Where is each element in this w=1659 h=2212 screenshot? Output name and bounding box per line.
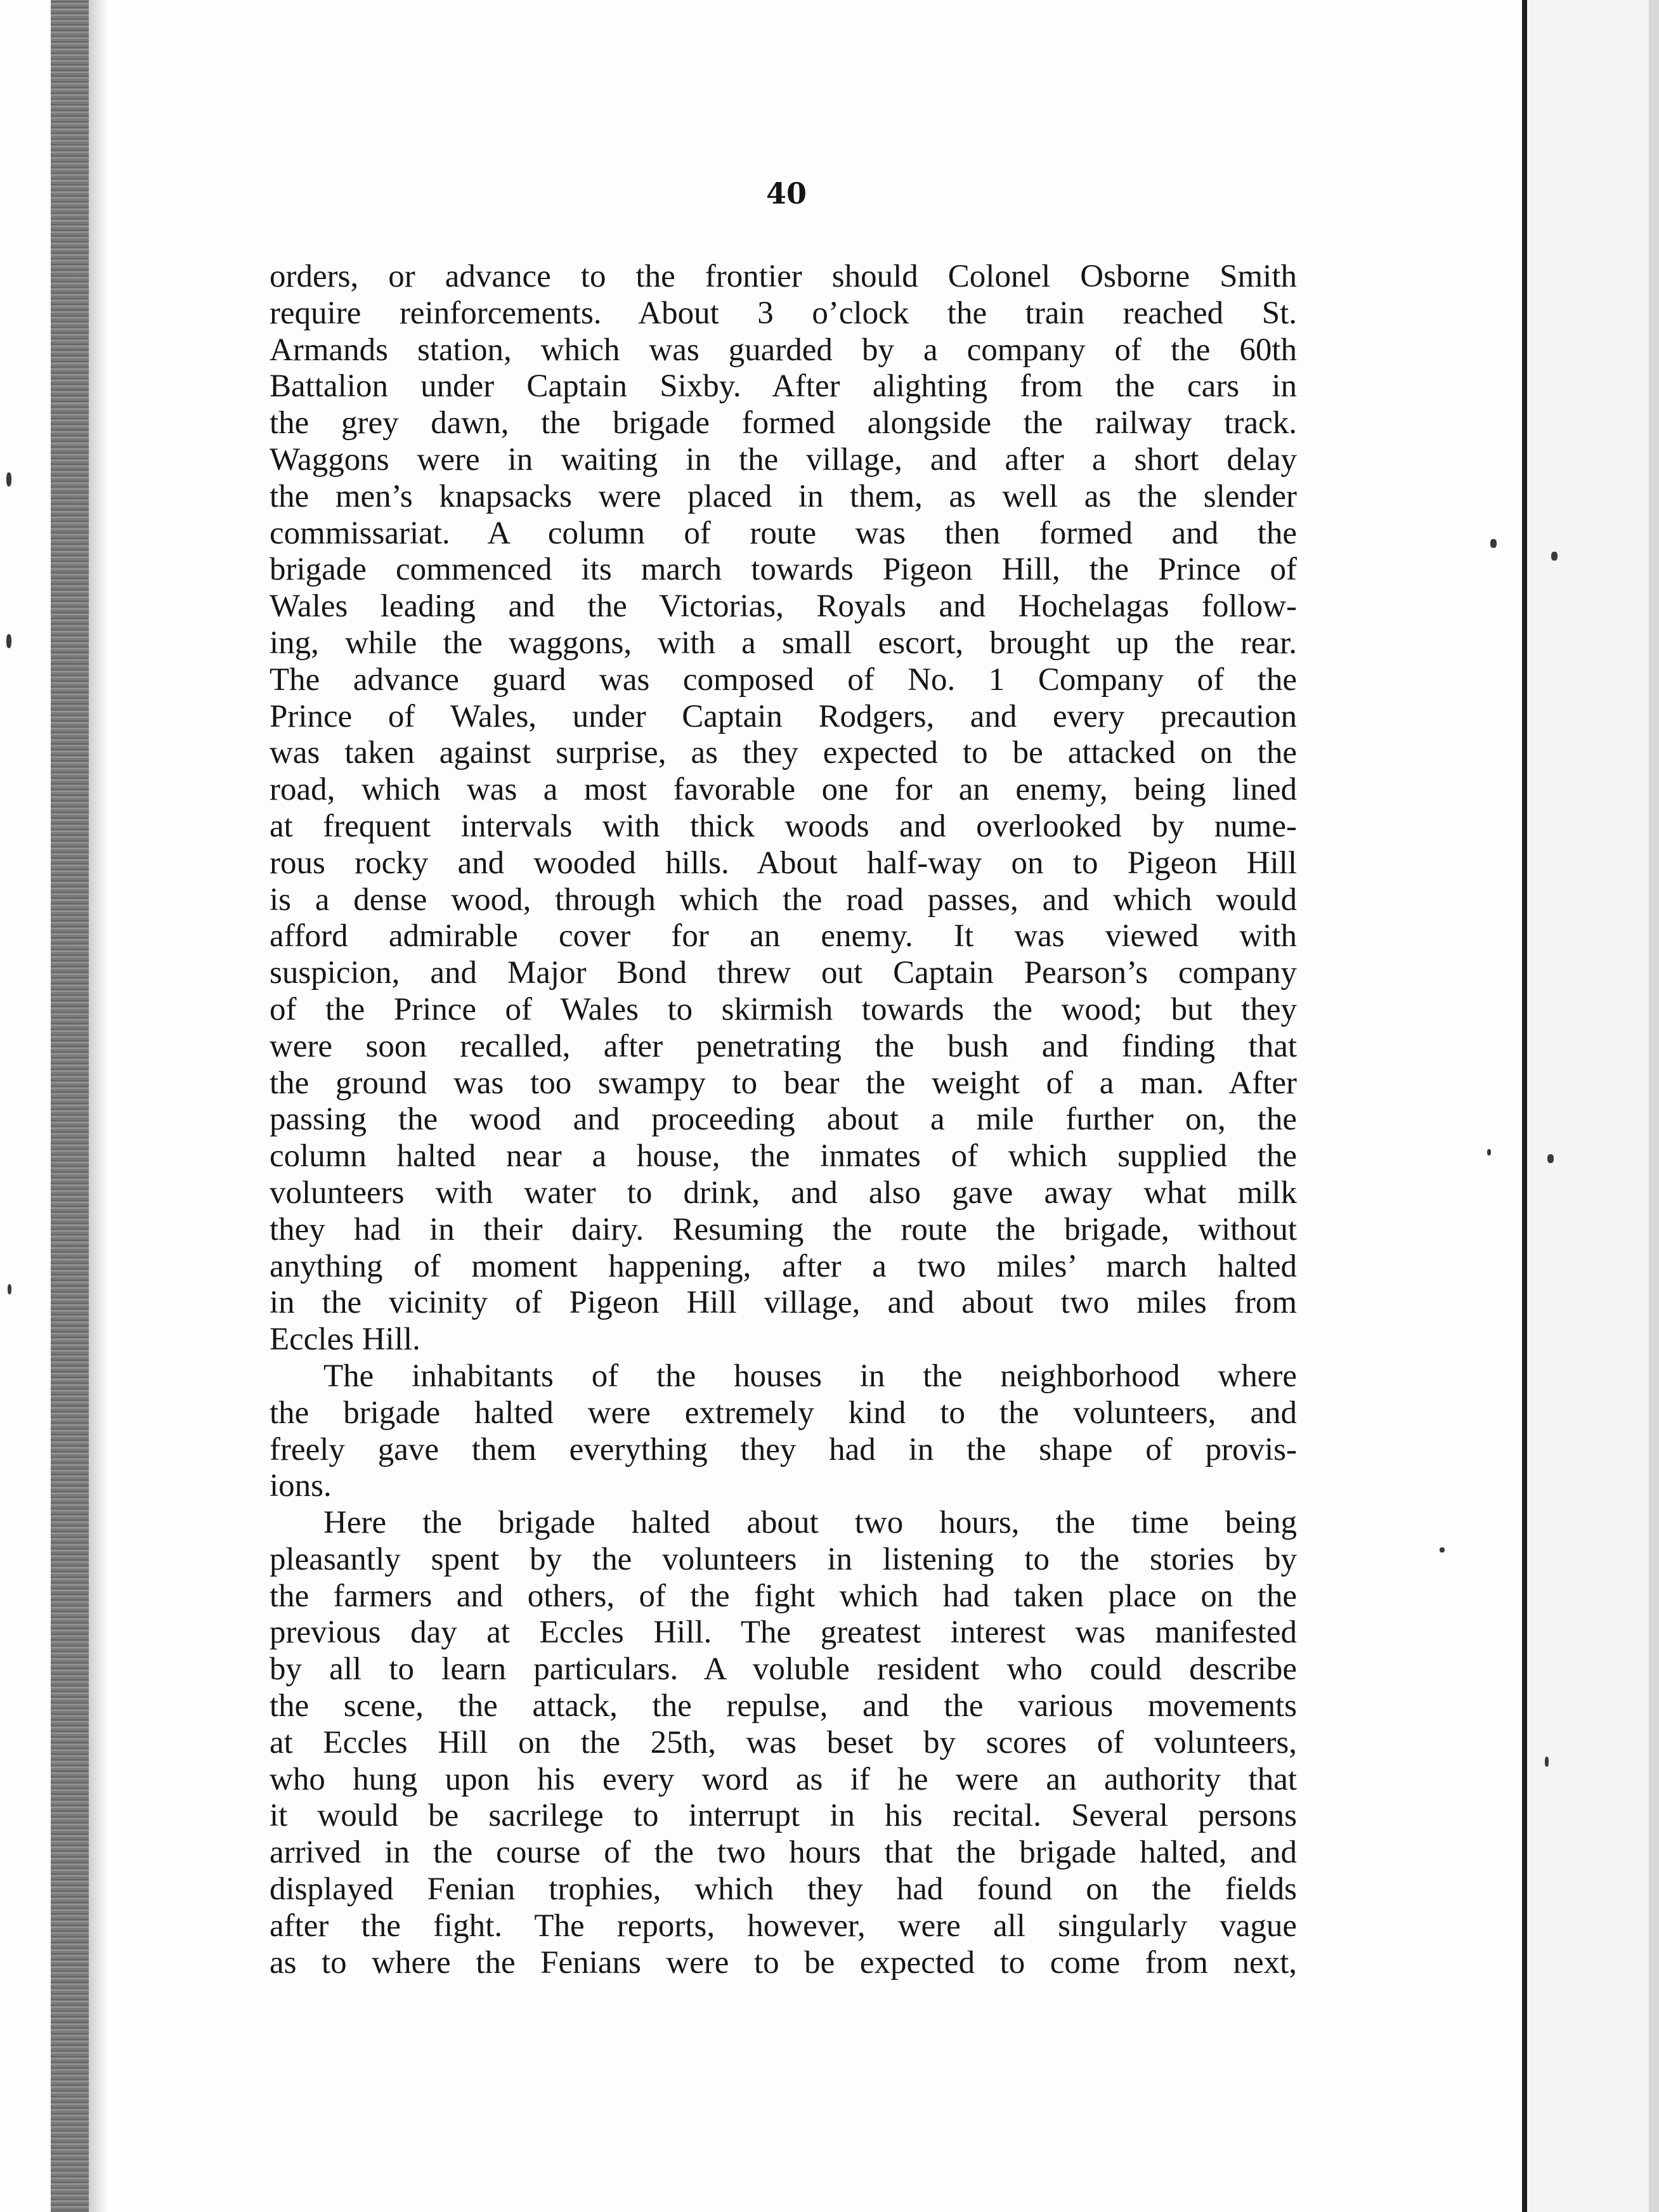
text-line: Eccles Hill. <box>270 1322 420 1358</box>
text-line: of the Prince of Wales to skirmish towards the wood; but they <box>270 991 1297 1027</box>
text-line: anything of moment happening, after a two miles’ march halted <box>270 1248 1297 1284</box>
text-line: Prince of Wales, under Captain Rodgers, and every precaution <box>270 698 1297 734</box>
text-line: pleasantly spent by the volunteers in listening to the stories by <box>270 1541 1297 1577</box>
text-line: the farmers and others, of the fight which had taken place on the <box>270 1578 1297 1614</box>
text-line: brigade commenced its march towards Pigeon Hill, the Prince of <box>270 552 1297 588</box>
scan-speck <box>1487 1149 1491 1155</box>
text-line: the men’s knapsacks were placed in them, as well as the slender <box>270 478 1297 514</box>
text-line: as to where the Fenians were to be expected to come from next, <box>270 1944 1297 1981</box>
book-binding-edge <box>51 0 89 2212</box>
scan-speck <box>1551 552 1558 561</box>
text-line: who hung upon his every word as if he were an authority that <box>270 1761 1297 1797</box>
binding-shadow <box>89 0 108 2212</box>
text-line: orders, or advance to the frontier should Colonel Osborne Smith <box>270 259 1297 294</box>
text-line: at Eccles Hill on the 25th, was beset by scores of volunteers, <box>270 1724 1297 1760</box>
text-line: passing the wood and proceeding about a mile further on, the <box>270 1102 1297 1138</box>
text-line: ions. <box>270 1468 332 1504</box>
scan-speck <box>6 634 11 648</box>
scan-speck <box>6 472 11 486</box>
text-line: road, which was a most favorable one for an enemy, being lined <box>270 772 1297 808</box>
text-line: in the vicinity of Pigeon Hill village, and about two miles from <box>270 1285 1297 1321</box>
scan-speck <box>1490 539 1497 548</box>
text-line: Waggons were in waiting in the village, and after a short delay <box>270 441 1297 478</box>
text-line: The advance guard was composed of No. 1 Company of the <box>270 661 1297 698</box>
text-line: arrived in the course of the two hours that the brigade halted, and <box>270 1835 1297 1871</box>
text-line: it would be sacrilege to interrupt in his recital. Several persons <box>270 1798 1297 1834</box>
text-line: Wales leading and the Victorias, Royals and Hochelagas follow- <box>270 589 1297 625</box>
text-line: suspicion, and Major Bond threw out Captain Pearson’s company <box>270 955 1297 991</box>
text-line: previous day at Eccles Hill. The greatest interest was manifested <box>270 1615 1297 1651</box>
text-line: is a dense wood, through which the road passes, and which would <box>270 882 1297 918</box>
scan-speck <box>1440 1547 1445 1552</box>
text-line: Armands station, which was guarded by a company of the 60th <box>270 332 1297 368</box>
text-line: Battalion under Captain Sixby. After alighting from the cars in <box>270 368 1297 405</box>
text-line: freely gave them everything they had in the shape of provis- <box>270 1431 1297 1467</box>
text-line: Here the brigade halted about two hours, the time being <box>323 1505 1297 1541</box>
adjacent-page-sliver <box>1527 0 1659 2212</box>
text-line: they had in their dairy. Resuming the route the brigade, without <box>270 1211 1297 1247</box>
page-number: 40 <box>765 176 807 211</box>
text-line: commissariat. A column of route was then formed and the <box>270 515 1297 551</box>
text-line: by all to learn particulars. A voluble resident who could describe <box>270 1651 1297 1688</box>
text-line: rous rocky and wooded hills. About half-way on to Pigeon Hill <box>270 845 1297 881</box>
text-line: at frequent intervals with thick woods and overlooked by nume- <box>270 808 1297 844</box>
text-line: require reinforcements. About 3 o’clock the train reached St. <box>270 295 1297 331</box>
text-line: the ground was too swampy to bear the weight of a man. After <box>270 1065 1297 1101</box>
text-line: afford admirable cover for an enemy. It was viewed with <box>270 918 1297 954</box>
scan-speck <box>1545 1757 1549 1767</box>
text-line: were soon recalled, after penetrating the bush and finding that <box>270 1028 1297 1064</box>
text-line: volunteers with water to drink, and also gave away what milk <box>270 1174 1297 1211</box>
text-line: The inhabitants of the houses in the neighborhood where <box>323 1358 1297 1394</box>
text-line: the scene, the attack, the repulse, and the various movements <box>270 1688 1297 1724</box>
scan-speck <box>8 1284 11 1294</box>
text-line: the grey dawn, the brigade formed alongside the railway track. <box>270 405 1297 441</box>
adjacent-page-edge <box>1649 0 1659 2212</box>
scan-speck <box>1547 1154 1554 1163</box>
text-line: after the fight. The reports, however, were all singularly vague <box>270 1908 1297 1944</box>
body-text <box>270 259 1297 1981</box>
text-line: the brigade halted were extremely kind to the volunteers, and <box>270 1395 1297 1431</box>
page-right-edge <box>1522 0 1527 2212</box>
text-line: ing, while the waggons, with a small escort, brought up the rear. <box>270 625 1297 661</box>
text-line: column halted near a house, the inmates of which supplied the <box>270 1138 1297 1174</box>
text-line: displayed Fenian trophies, which they had found on the fields <box>270 1871 1297 1908</box>
text-line: was taken against surprise, as they expected to be attacked on the <box>270 735 1297 771</box>
